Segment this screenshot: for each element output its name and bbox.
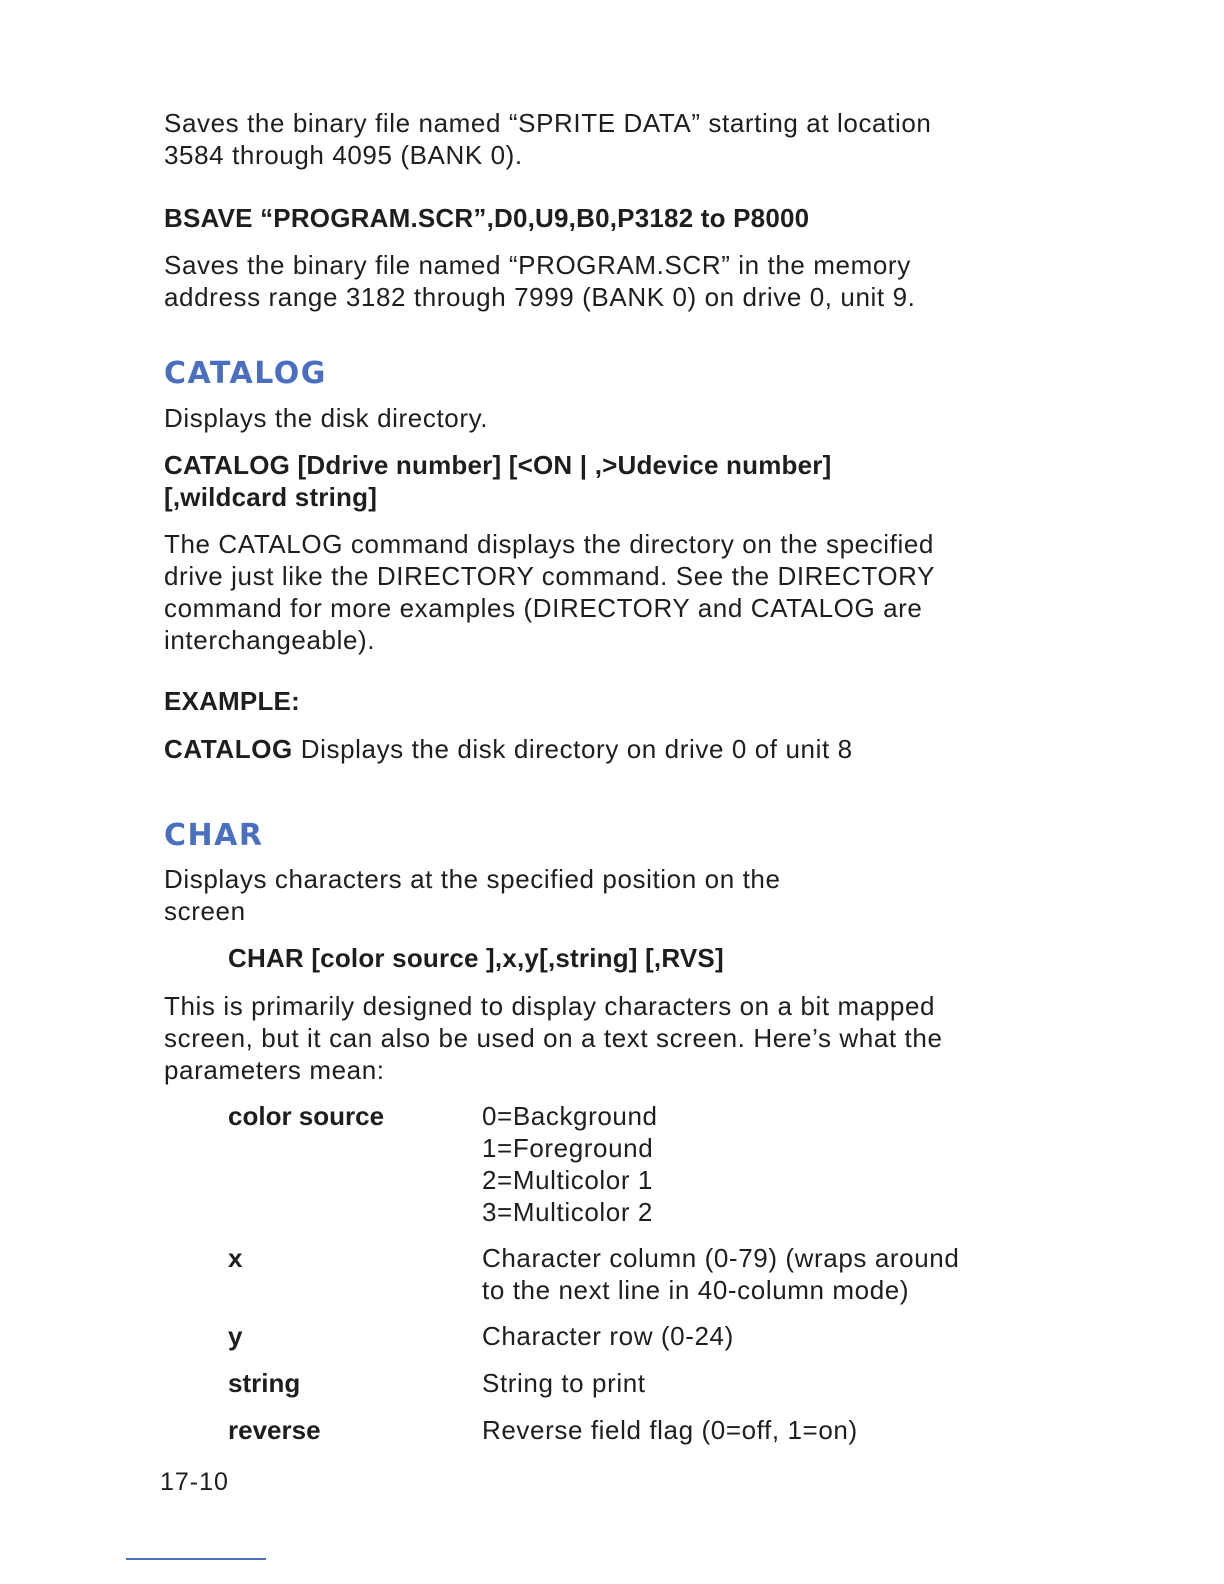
param-desc-x: Character column (0-79) (wraps around to the next line in 40-column mode) <box>482 1243 960 1305</box>
char-description: This is primarily designed to display characters on a bit mapped screen, but it can also be used on a text screen. Here’s what the parameters mean: <box>164 991 943 1085</box>
char-heading: CHAR <box>164 818 264 853</box>
param-name-color-source: color source <box>228 1101 385 1131</box>
param-name-y: y <box>228 1321 243 1351</box>
param-name-x: x <box>228 1243 243 1273</box>
catalog-example <box>164 733 853 765</box>
param-name-reverse: reverse <box>228 1415 321 1445</box>
example-label: EXAMPLE: <box>164 686 300 716</box>
intro-paragraph: Saves the binary file named “SPRITE DATA” starting at location 3584 through 4095 (BANK 0). <box>164 108 932 170</box>
param-desc-y: Character row (0-24) <box>482 1321 734 1351</box>
param-desc-string: String to print <box>482 1368 646 1398</box>
catalog-example-command: CATALOG <box>164 734 293 764</box>
param-desc-reverse: Reverse field flag (0=off, 1=on) <box>482 1415 858 1445</box>
catalog-summary: Displays the disk directory. <box>164 403 489 433</box>
page-number: 17-10 <box>160 1468 229 1496</box>
param-name-string: string <box>228 1368 301 1398</box>
bsave-description: Saves the binary file named “PROGRAM.SCR” in the memory address range 3182 through 7999 (BANK 0) on drive 0, unit 9. <box>164 250 916 312</box>
bsave-syntax: BSAVE “PROGRAM.SCR”,D0,U9,B0,P3182 to P8000 <box>164 203 810 233</box>
char-syntax: CHAR [color source ],x,y[,string] [,RVS] <box>228 943 724 973</box>
catalog-syntax: CATALOG [Ddrive number] [<ON | ,>Udevice number] [,wildcard string] <box>164 450 832 512</box>
footer-rule <box>126 1558 266 1560</box>
catalog-example-text: Displays the disk directory on drive 0 of unit 8 <box>300 734 853 764</box>
param-desc-color-source: 0=Background 1=Foreground 2=Multicolor 1 3=Multicolor 2 <box>482 1101 658 1227</box>
char-summary: Displays characters at the specified position on the screen <box>164 864 781 926</box>
catalog-description: The CATALOG command displays the directory on the specified drive just like the DIRECTORY command. See the DIRECTORY command for more examples (DIRECTORY and CATALOG are interchangeable). <box>164 529 936 655</box>
catalog-heading: CATALOG <box>164 356 327 391</box>
